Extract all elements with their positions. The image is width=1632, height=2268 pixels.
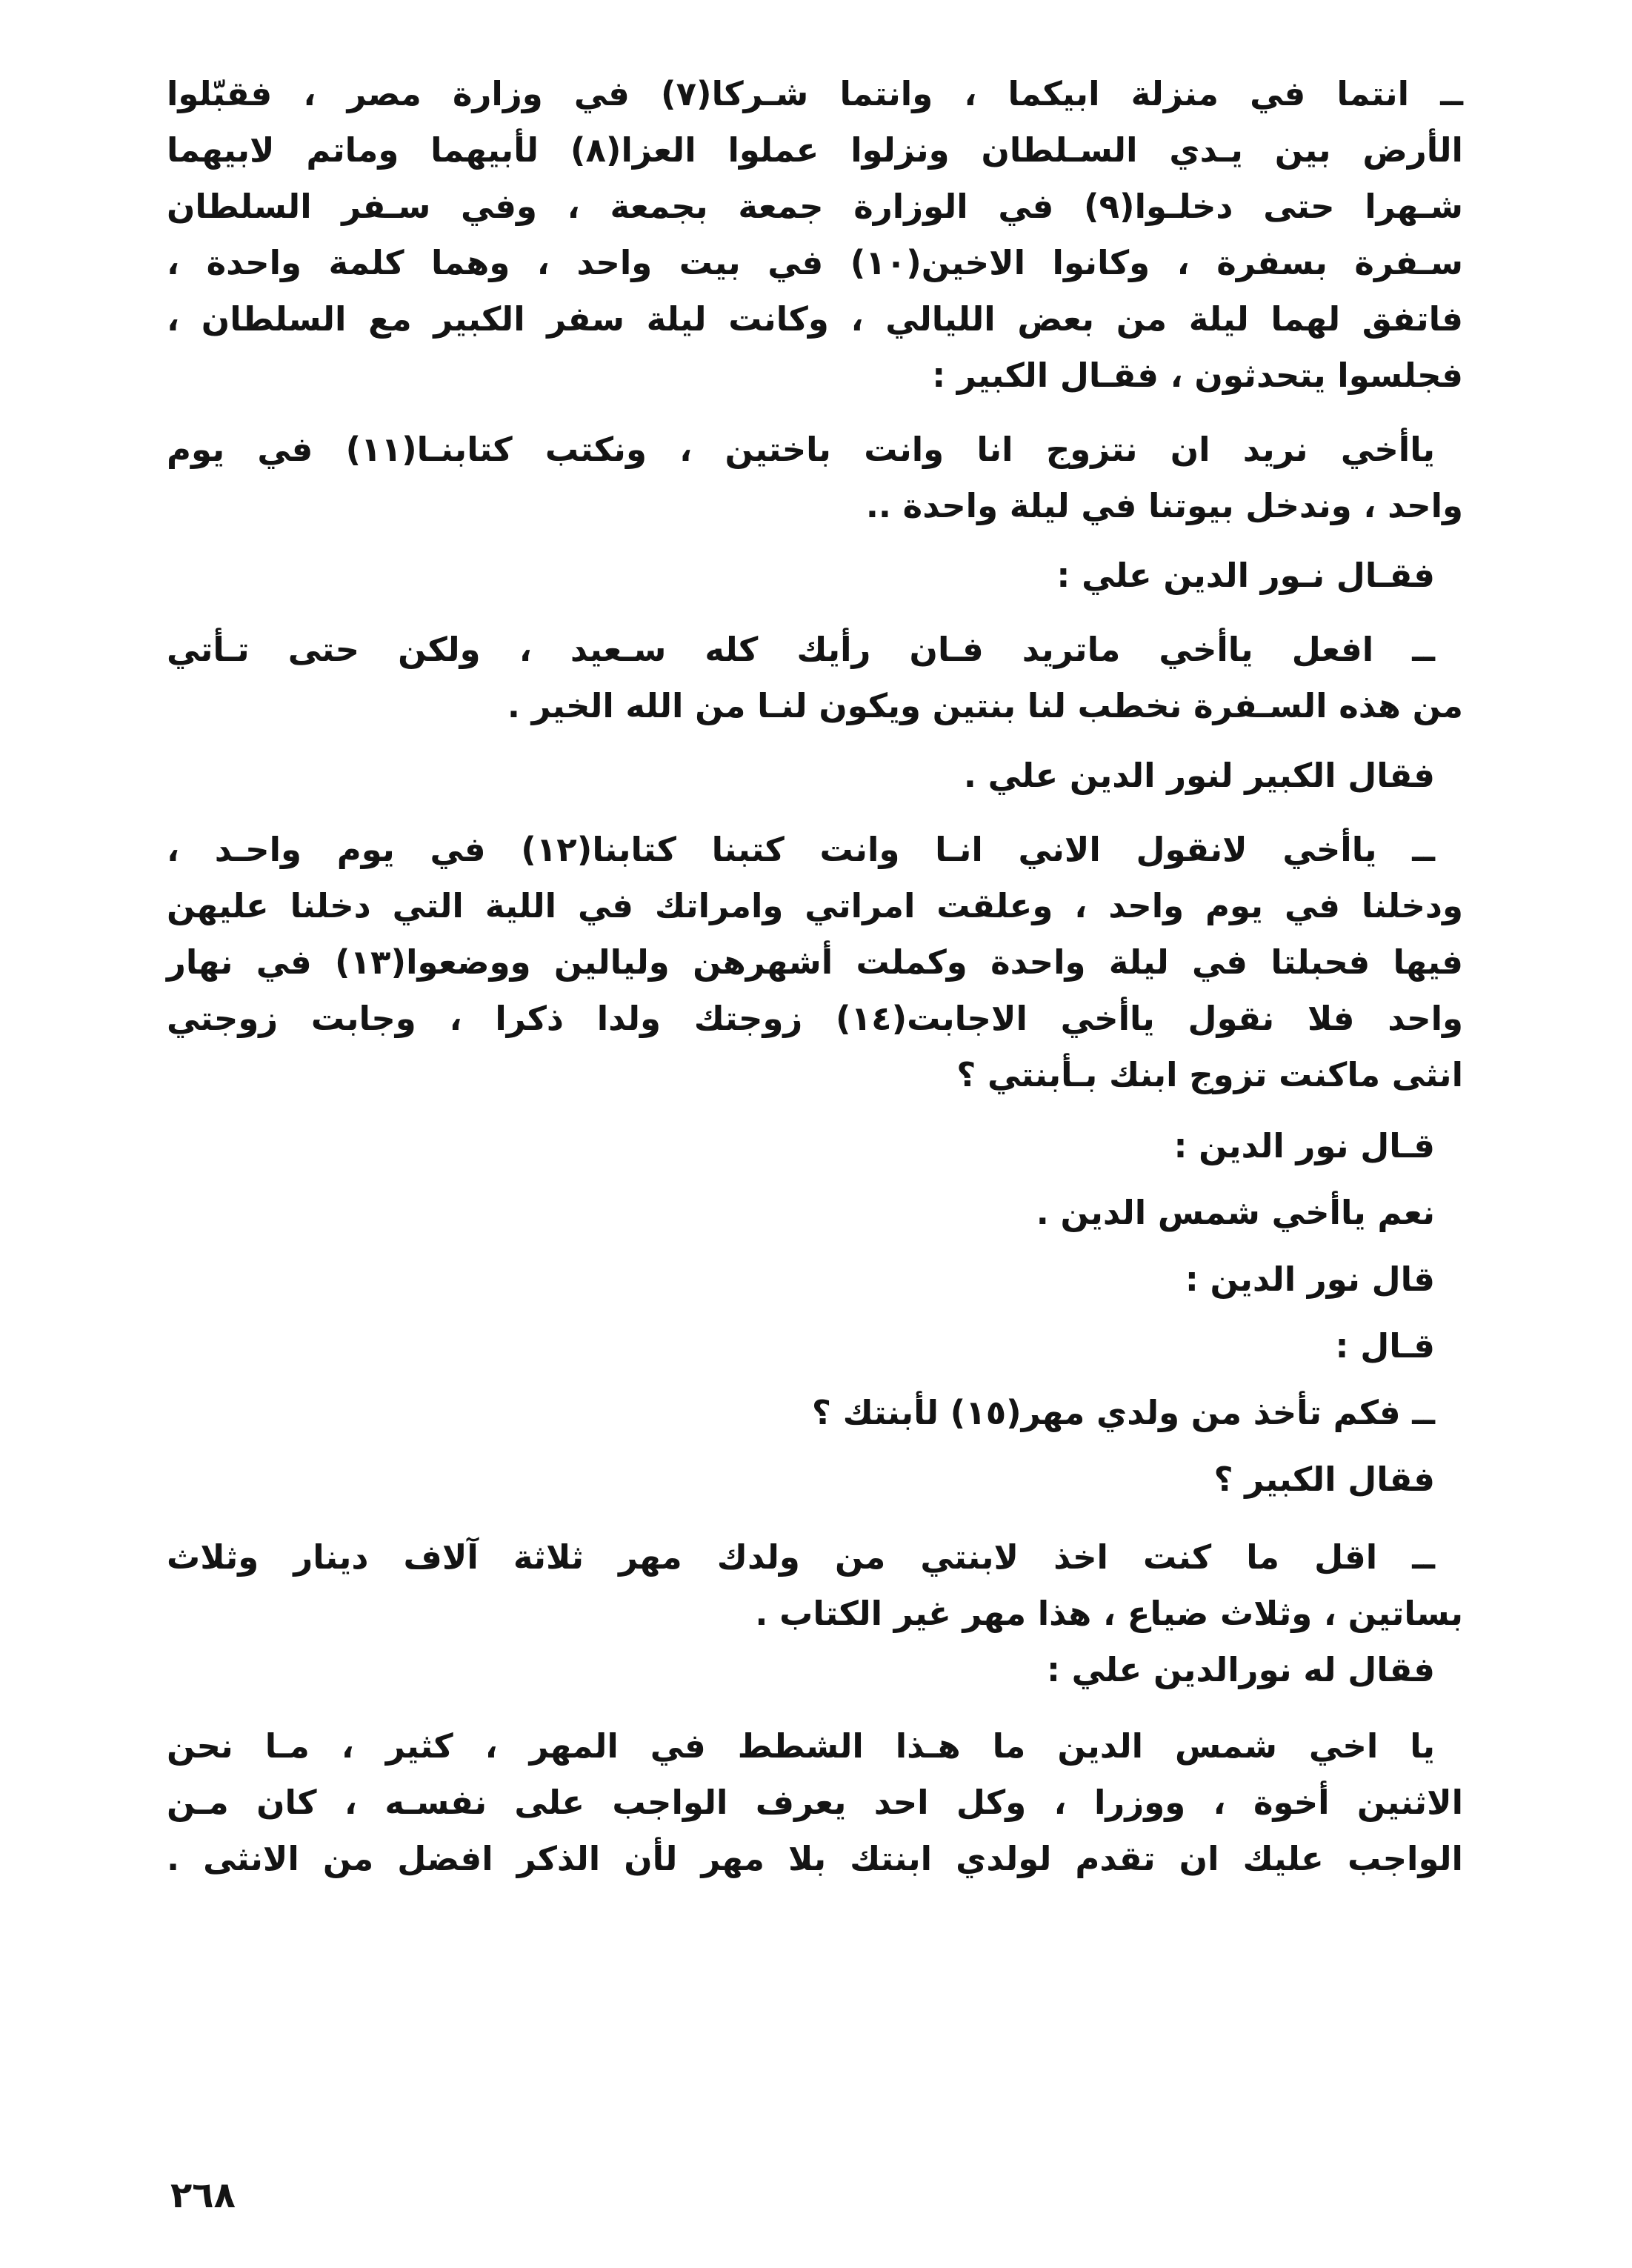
text-line: ــ اقل ما كنت اخذ لابنتي من ولدك مهر ثلاثة آلاف دينار وثلاث [167,1537,1435,1577]
text-line: واحد ، وندخل بيوتنا في ليلة واحدة .. [865,486,1463,525]
text-line: سـفرة بسفرة ، وكانوا الاخين(١٠) في بيت واحد ، وهما كلمة واحدة ، [167,243,1463,282]
text-line: قـال نور الدين : [1173,1126,1435,1165]
text-line: قـال : [1335,1326,1435,1366]
text-line: نعم ياأخي شمس الدين . [1036,1193,1435,1232]
text-line: واحد فلا نقول ياأخي الاجابت(١٤) زوجتك ولدا ذكرا ، وجابت زوجتي [167,999,1464,1038]
text-line: فقال له نورالدين علي : [1046,1650,1435,1689]
page-number: ٢٦٨ [170,2175,236,2216]
text-line: الواجب عليك ان تقدم لولدي ابنتك بلا مهر لأن الذكر افضل من الانثى . [167,1839,1463,1878]
text-line: فقال الكبير لنور الدين علي . [963,756,1435,795]
text-line: الأرض بين يـدي السـلطان ونزلوا عملوا العزا(٨) لأبيهما وماتم لابيهما [167,130,1463,170]
text-line: انثى ماكنت تزوج ابنك بـأبنتي ؟ [956,1055,1463,1094]
text-line: فجلسوا يتحدثون ، فقـال الكبير : [932,356,1463,395]
text-line: ياأخي نريد ان نتزوج انا وانت باختين ، ونكتب كتابنـا(١١) في يوم [167,430,1435,469]
text-line: فيها فحبلتا في ليلة واحدة وكملت أشهرهن وليالين ووضعوا(١٣) في نهار [167,942,1463,982]
text-line: فاتفق لهما ليلة من بعض الليالي ، وكانت ليلة سفر الكبير مع السلطان ، [167,299,1463,339]
text-line: فقال الكبير ؟ [1213,1460,1435,1499]
text-line: يا اخي شمس الدين ما هـذا الشطط في المهر ، كثير ، مـا نحن [167,1726,1435,1766]
text-line: ــ ياأخي لانقول الاني انـا وانت كتبنا كتابنا(١٢) في يوم واحـد ، [167,830,1435,869]
text-line: بساتين ، وثلاث ضياع ، هذا مهر غير الكتاب . [755,1594,1463,1633]
text-line: ودخلنا في يوم واحد ، وعلقت امراتي وامراتك في اللية التي دخلنا عليهن [167,886,1463,925]
text-line: قال نور الدين : [1185,1260,1435,1299]
text-line: ــ انتما في منزلة ابيكما ، وانتما شـركا(٧) في وزارة مصر ، فقبّلوا [167,74,1463,113]
page-body [167,67,1463,2245]
text-line: الاثنين أخوة ، ووزرا ، وكل احد يعرف الواجب على نفسـه ، كان مـن [167,1783,1463,1822]
text-line: فقـال نـور الدين علي : [1056,556,1435,595]
text-line: ــ فكم تأخذ من ولدي مهر(١٥) لأبنتك ؟ [811,1393,1435,1432]
text-line: ــ افعل ياأخي ماتريد فـان رأيك كله سـعيد ، ولكن حتى تـأتي [167,630,1435,669]
text-line: شـهرا حتى دخلـوا(٩) في الوزارة جمعة بجمعة ، وفي سـفر السلطان [167,187,1463,226]
text-line: من هذه السـفرة نخطب لنا بنتين ويكون لنـا من الله الخير . [507,686,1463,725]
